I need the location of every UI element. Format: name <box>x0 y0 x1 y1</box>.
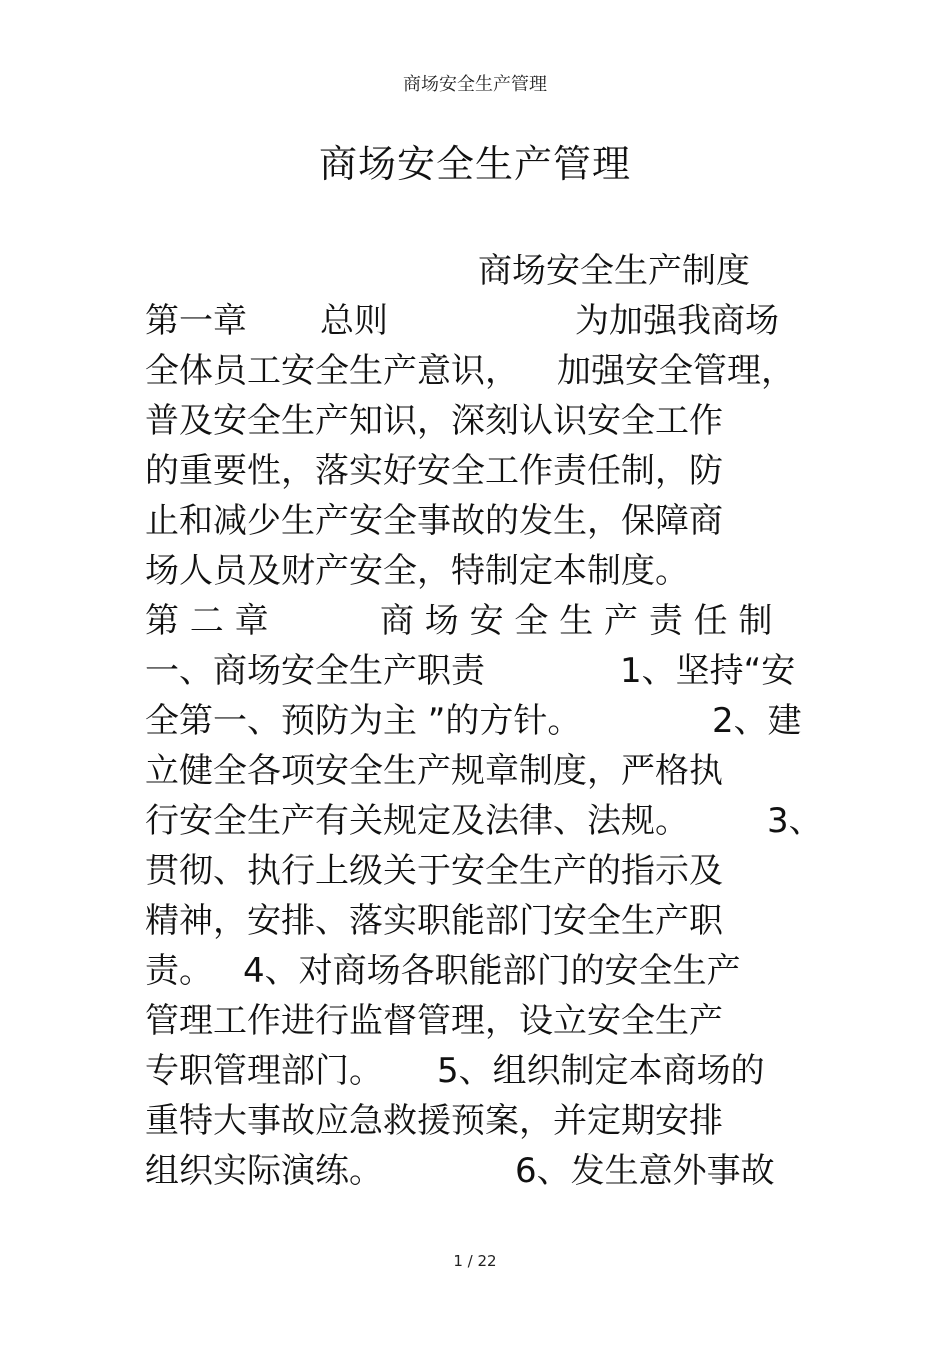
chapter-label: 第 二 章 <box>145 601 269 641</box>
text-segment: 组织实际演练。 <box>145 1151 383 1191</box>
text-line <box>145 1146 825 1196</box>
text-segment: 精神，安排、落实职能部门安全生产职 <box>145 901 723 941</box>
text-segment: 止和减少生产安全事故的发生，保障商 <box>145 501 723 541</box>
text-segment: 3、 <box>767 801 823 841</box>
text-segment: 贯彻、执行上级关于安全生产的指示及 <box>145 851 723 891</box>
text-segment: 全体员工安全生产意识， <box>145 351 519 391</box>
chapter-title: 总则 <box>320 301 388 341</box>
text-segment: 4、对商场各职能部门的安全生产 <box>243 951 741 991</box>
text-line <box>145 696 825 746</box>
text-line <box>145 546 825 596</box>
text-segment: 为加强我商场 <box>575 301 779 341</box>
text-segment: 重特大事故应急救援预案，并定期安排 <box>145 1101 723 1141</box>
text-segment: 6、发生意外事故 <box>515 1151 775 1191</box>
text-segment: 立健全各项安全生产规章制度，严格执 <box>145 751 723 791</box>
text-line <box>145 746 825 796</box>
text-segment: 5、组织制定本商场的 <box>437 1051 765 1091</box>
text-segment: 责。 <box>145 951 213 991</box>
text-line <box>145 346 825 396</box>
text-line <box>145 1046 825 1096</box>
document-title: 商场安全生产管理 <box>318 142 631 186</box>
text-line <box>145 846 825 896</box>
text-line <box>145 446 825 496</box>
text-line <box>145 646 825 696</box>
text-line <box>145 496 825 546</box>
text-segment: 场人员及财产安全，特制定本制度。 <box>145 551 689 591</box>
text-segment: 1、坚持“安 <box>620 651 796 691</box>
text-line <box>145 896 825 946</box>
text-segment: 行安全生产有关规定及法律、法规。 <box>145 801 689 841</box>
text-segment: 加强安全管理， <box>557 351 795 391</box>
text-line <box>145 246 825 296</box>
running-header: 商场安全生产管理 <box>403 74 547 95</box>
chapter-label: 第一章 <box>145 301 247 341</box>
text-line <box>145 396 825 446</box>
section-heading: 商场安全生产制度 <box>478 251 750 291</box>
text-segment: 普及安全生产知识，深刻认识安全工作 <box>145 401 723 441</box>
text-line <box>145 1096 825 1146</box>
text-segment: 专职管理部门。 <box>145 1051 383 1091</box>
text-line <box>145 296 825 346</box>
text-segment: 2、建 <box>712 701 802 741</box>
page-number: 1 / 22 <box>453 1252 497 1270</box>
text-line <box>145 796 825 846</box>
text-segment: 的重要性，落实好安全工作责任制，防 <box>145 451 723 491</box>
text-line <box>145 946 825 996</box>
chapter-title: 商 场 安 全 生 产 责 任 制 <box>380 601 773 641</box>
text-line <box>145 596 825 646</box>
text-segment: 管理工作进行监督管理，设立安全生产 <box>145 1001 723 1041</box>
text-line <box>145 996 825 1046</box>
text-segment: 全第一、预防为主 ”的方针。 <box>145 701 582 741</box>
body-text <box>145 246 825 1196</box>
text-segment: 一、商场安全生产职责 <box>145 651 485 691</box>
